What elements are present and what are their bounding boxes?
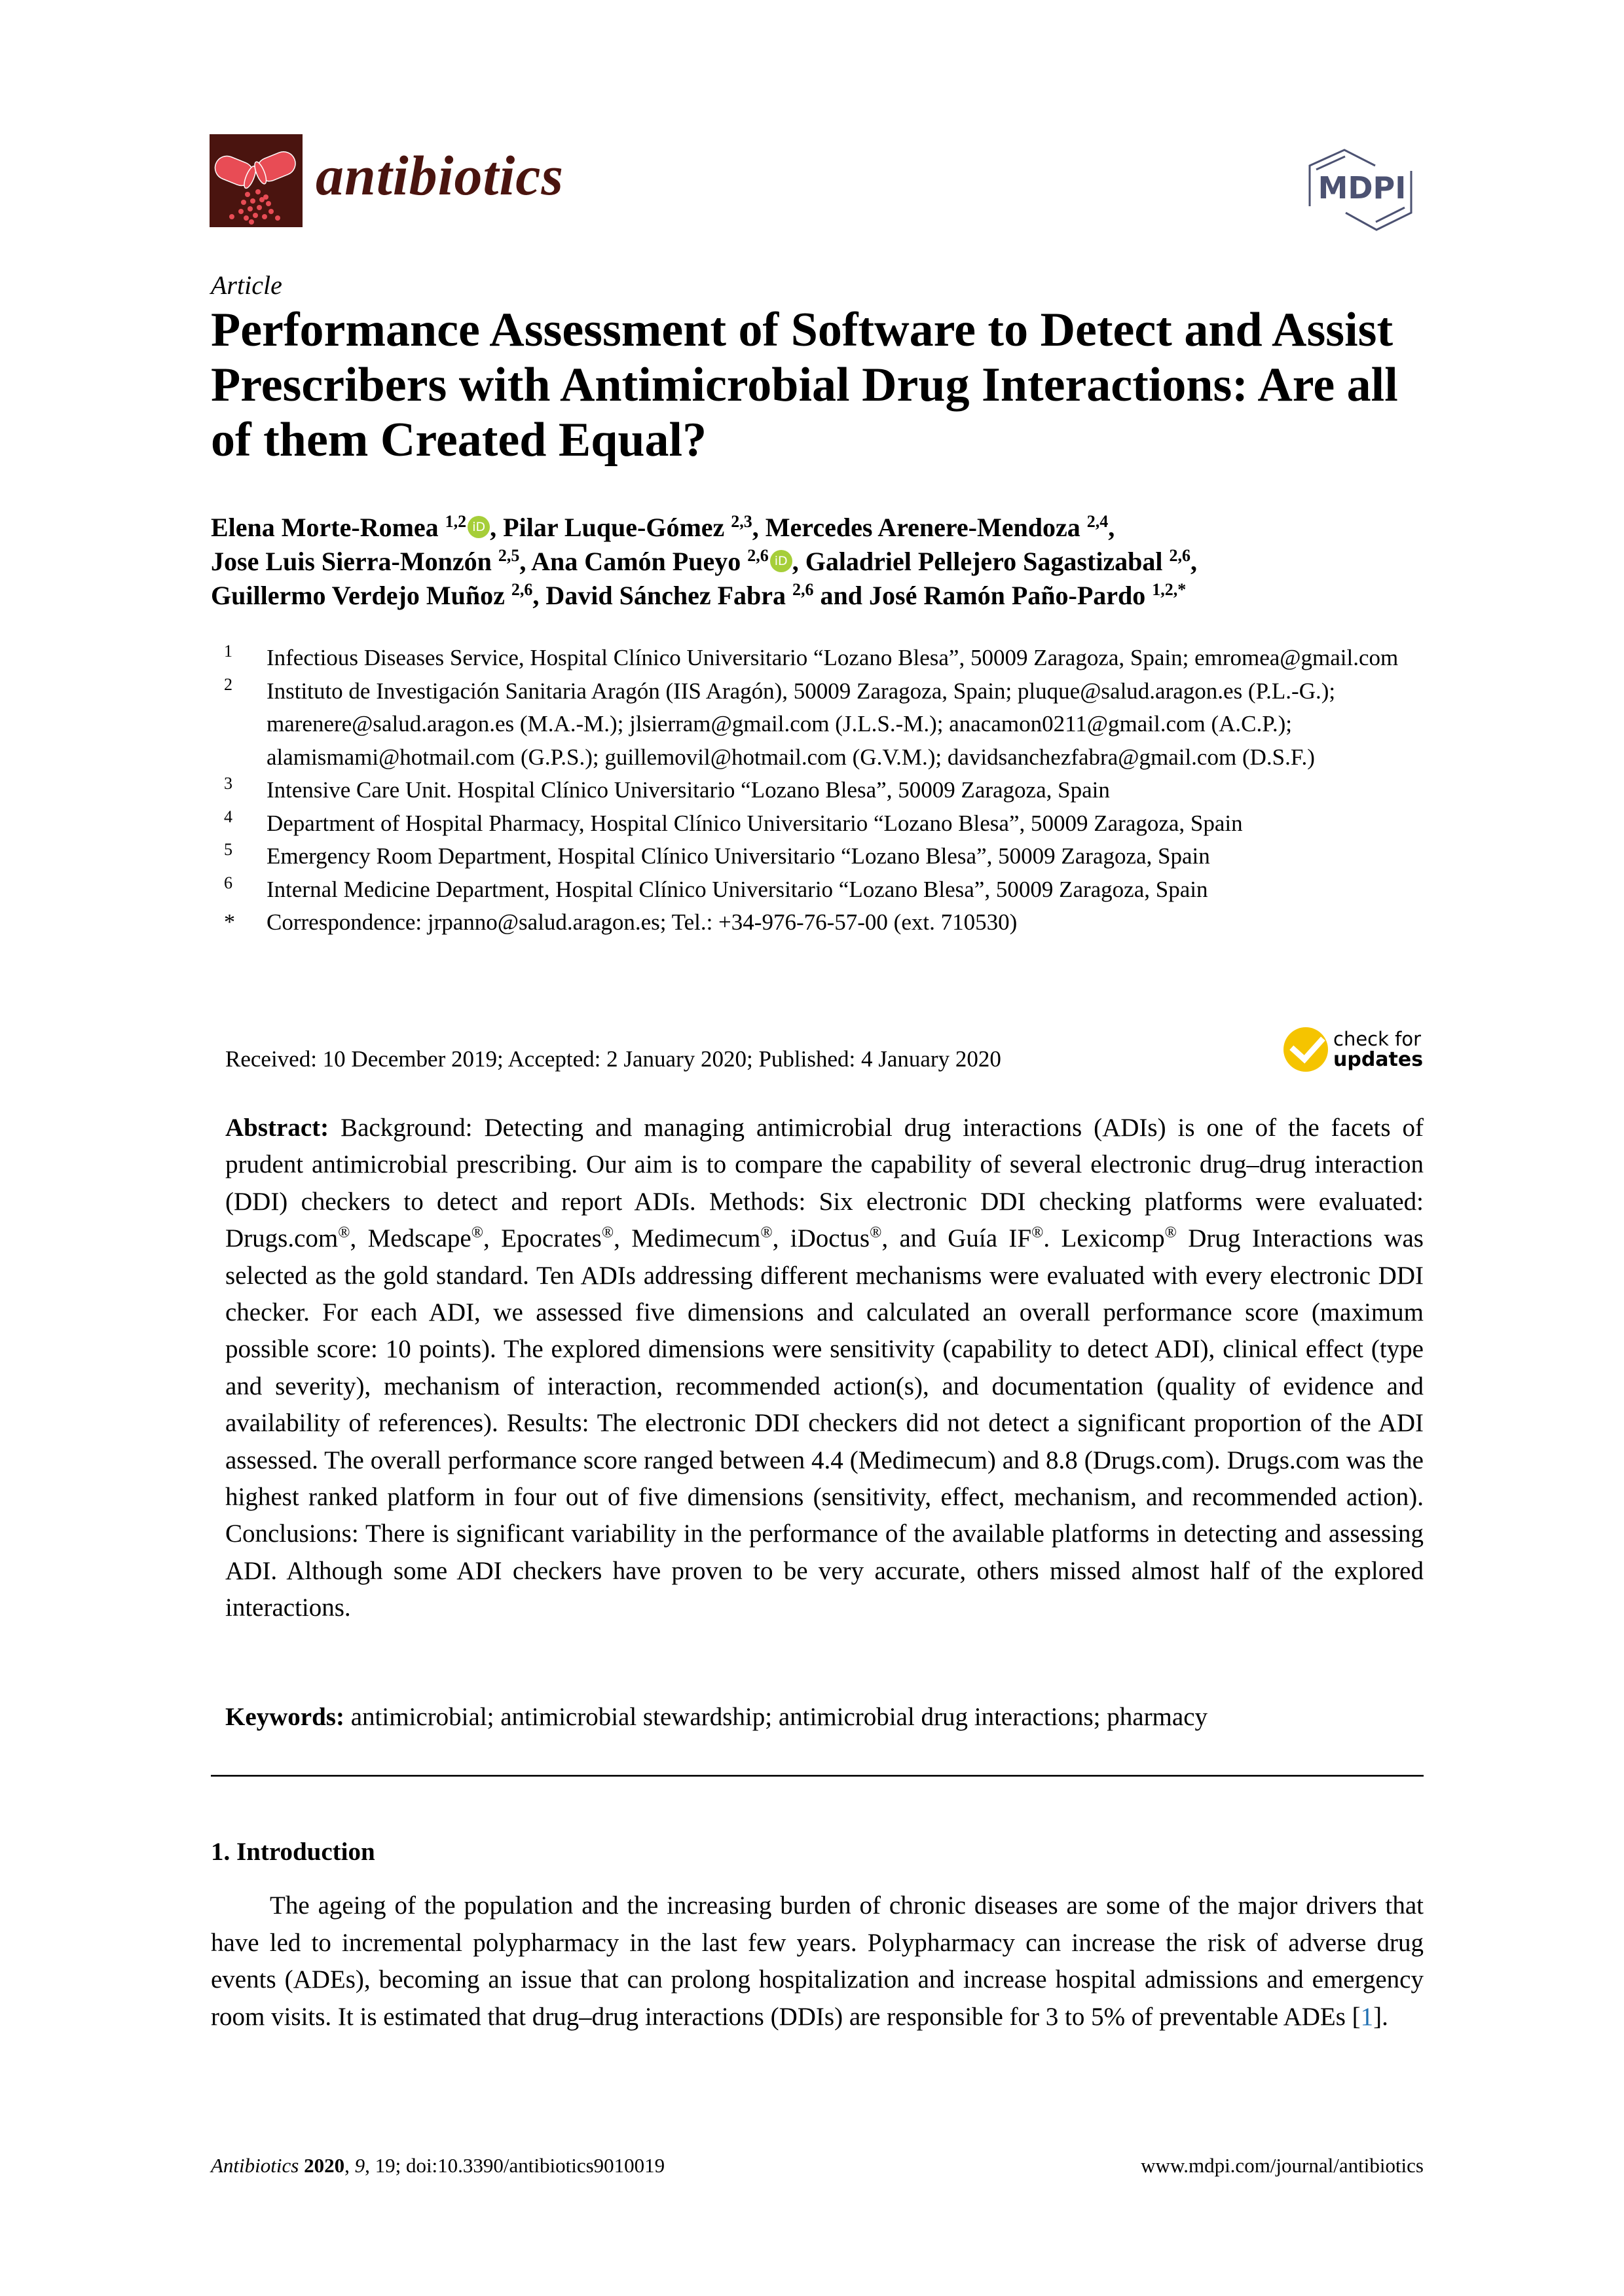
registered-trademark-mark: ®	[1164, 1224, 1177, 1242]
intro-text: The ageing of the population and the increasing burden of chronic diseases are some of the major drivers that have led to incremental polypharmacy in the last few years. Polypharmacy can increase the risk of adverse drug events (ADEs), becoming an issue that can prolong hospitalization and increase hospital admissions and emergency room visits. It is estimated that drug–drug interactions (DDIs) are responsible for 3 to 5% of preventable ADEs [	[211, 1891, 1424, 2031]
check-for-updates-button[interactable]	[1283, 1025, 1428, 1074]
author-name: José Ramón Paño-Pardo	[869, 581, 1153, 610]
affiliation-text: Correspondence: jrpanno@salud.aragon.es; Tel.: +34-976-76-57-00 (ext. 710530)	[267, 909, 1018, 935]
mdpi-logo	[1297, 147, 1428, 232]
author-name: Pilar Luque-Gómez	[503, 513, 731, 542]
article-type: Article	[211, 270, 282, 300]
footer-url-link[interactable]: www.mdpi.com/journal/antibiotics	[1141, 2154, 1424, 2177]
registered-trademark-mark: ®	[601, 1224, 614, 1242]
footer-volume: 9	[354, 2154, 365, 2177]
affiliation-item	[211, 774, 1442, 807]
page-title: Performance Assessment of Software to Detect and Assist Prescribers with Antimicrobial Drug Interactions: Are all of them Created Equal?	[211, 303, 1398, 467]
affiliation-text: Instituto de Investigación Sanitaria Aragón (IIS Aragón), 50009 Zaragoza, Spain; pluque@salud.aragon.es (P.L.-G.); marenere@salud.aragon.es (M.A.-M.); jlsierram@gmail.com (J.L.S.-M.); anacamon0211@gmail.com (A.C.P.); alamismami@hotmail.com (G.P.S.); guillemovil@hotmail.com (G.V.M.); davidsanchezfabra@gmail.com (D.S.F.)	[267, 678, 1336, 770]
registered-trademark-mark: ®	[870, 1224, 882, 1242]
affiliation-number: 6	[224, 873, 232, 892]
affiliation-item	[211, 840, 1442, 873]
affiliation-list	[211, 642, 1442, 939]
affiliation-number: 1	[224, 642, 232, 661]
abstract	[225, 1110, 1424, 1627]
orcid-icon[interactable]: iD	[770, 550, 792, 572]
author-list: Elena Morte-Romea $^{1,2}$ iD , Pilar Luque-Gómez $^{2,3}$, Mercedes Arenere-Mendoza $^{2,4}$, Jose Luis Sierra-Monzón $^{2,5}$, Ana Camón Pueyo $^{2,6}$ iD , Galadriel Pellejero Sagastizabal $^{2,6}$, Guillermo Verdejo Muñoz $^{2,6}$, David Sánchez Fabra $^{2,6}$ and José Ramón Paño-Pardo $^{1,2,*}$	[211, 512, 1198, 610]
affiliation-text: Department of Hospital Pharmacy, Hospital Clínico Universitario “Lozano Blesa”, 50009 Zaragoza, Spain	[267, 810, 1243, 836]
registered-trademark-mark: ®	[760, 1224, 773, 1242]
capsule-icon	[210, 134, 303, 227]
journal-name: antibiotics	[316, 144, 564, 207]
affiliation-item	[211, 675, 1442, 774]
mdpi-hexagon-icon	[1297, 147, 1428, 232]
footer-citation: Antibiotics 2020, 9, 19; doi:10.3390/antibiotics9010019	[211, 2154, 665, 2177]
citation-link-1[interactable]: 1	[1360, 2002, 1374, 2031]
affiliation-number: 4	[224, 807, 232, 826]
orcid-icon[interactable]: iD	[468, 516, 490, 538]
author-name: Galadriel Pellejero Sagastizabal	[805, 547, 1170, 576]
affiliation-marker: 2,5	[498, 546, 520, 565]
affiliation-number: 5	[224, 840, 232, 859]
footer-journal: Antibiotics	[211, 2154, 299, 2177]
affiliation-text: Intensive Care Unit. Hospital Clínico Universitario “Lozano Blesa”, 50009 Zaragoza, Spain	[267, 777, 1110, 803]
keywords-label: Keywords:	[225, 1703, 344, 1731]
registered-trademark-mark: ®	[338, 1224, 350, 1242]
check-updates-line2: updates	[1333, 1048, 1424, 1071]
author-name: Jose Luis Sierra-Monzón	[211, 547, 498, 576]
affiliation-marker: 2,6	[747, 546, 769, 565]
affiliation-item	[211, 642, 1442, 675]
author-name: Guillermo Verdejo Muñoz	[211, 581, 511, 610]
abstract-label: Abstract:	[225, 1114, 329, 1142]
introduction-paragraph	[211, 1887, 1424, 2035]
affiliation-item	[211, 906, 1442, 939]
affiliation-text: Infectious Diseases Service, Hospital Clínico Universitario “Lozano Blesa”, 50009 Zaragoza, Spain; emromea@gmail.com	[267, 645, 1399, 670]
affiliation-marker: 2,6	[1169, 546, 1191, 565]
affiliation-marker: 1,2,*	[1152, 580, 1187, 599]
svg-text:MDPI: MDPI	[1318, 170, 1407, 206]
affiliation-marker: 1,2	[445, 512, 467, 531]
affiliation-item	[211, 873, 1442, 907]
affiliation-marker: 2,6	[511, 580, 533, 599]
affiliation-marker: 2,6	[792, 580, 814, 599]
checkmark-icon	[1283, 1027, 1328, 1072]
affiliation-number: 2	[224, 674, 232, 694]
affiliation-text: Internal Medicine Department, Hospital Clínico Universitario “Lozano Blesa”, 50009 Zaragoza, Spain	[267, 876, 1208, 902]
author-name: Mercedes Arenere-Mendoza	[765, 513, 1087, 542]
journal-logo	[210, 134, 303, 227]
section-divider	[211, 1775, 1424, 1777]
affiliation-number: *	[224, 910, 235, 934]
abstract-body: Background: Detecting and managing antimicrobial drug interactions (ADIs) is one of the facets of prudent antimicrobial prescribing. Our aim is to compare the capability of several electronic drug–drug interaction (DDI) checkers to detect and report ADIs. Methods: Six electronic DDI checking platforms were evaluated: Drugs.com®, Medscape®, Epocrates®, Medimecum®, iDoctus®, and Guía IF®. Lexicomp® Drug Interactions was selected as the gold standard. Ten ADIs addressing different mechanisms were evaluated with every electronic DDI checker. For each ADI, we assessed five dimensions and calculated an overall performance score (maximum possible score: 10 points). The explored dimensions were sensitivity (capability to detect ADI), clinical effect (type and severity), mechanism of interaction, recommended action(s), and documentation (quality of evidence and availability of references). Results: The electronic DDI checkers did not detect a significant proportion of the ADI assessed. The overall performance score ranged between 4.4 (Medimecum) and 8.8 (Drugs.com). Drugs.com was the highest ranked platform in four out of five dimensions (sensitivity, effect, mechanism, and recommended action). Conclusions: There is significant variability in the performance of the available platforms in detecting and assessing ADI. Although some ADI checkers have proven to be very accurate, others missed almost half of the explored interactions.	[225, 1114, 1424, 1622]
intro-text-end: ].	[1373, 2002, 1388, 2031]
check-updates-line1: check for	[1333, 1027, 1421, 1050]
registered-trademark-mark: ®	[1031, 1224, 1044, 1242]
publication-dates: Received: 10 December 2019; Accepted: 2 January 2020; Published: 4 January 2020	[225, 1046, 1001, 1072]
affiliation-marker: 2,3	[731, 512, 752, 531]
affiliation-marker: 2,4	[1086, 512, 1109, 531]
registered-trademark-mark: ®	[471, 1224, 483, 1242]
keywords	[225, 1702, 1424, 1732]
affiliation-number: 3	[224, 774, 232, 793]
author-name: Elena Morte-Romea	[211, 513, 445, 542]
keywords-text: antimicrobial; antimicrobial stewardship; antimicrobial drug interactions; pharmacy	[350, 1703, 1208, 1731]
section-heading-introduction: 1. Introduction	[211, 1838, 375, 1866]
footer-year: 2020	[304, 2154, 345, 2177]
author-name: Ana Camón Pueyo	[531, 547, 748, 576]
affiliation-text: Emergency Room Department, Hospital Clínico Universitario “Lozano Blesa”, 50009 Zaragoza, Spain	[267, 843, 1210, 869]
footer-doi: , 19; doi:10.3390/antibiotics9010019	[365, 2154, 665, 2177]
author-name: David Sánchez Fabra	[545, 581, 793, 610]
affiliation-item	[211, 807, 1442, 841]
